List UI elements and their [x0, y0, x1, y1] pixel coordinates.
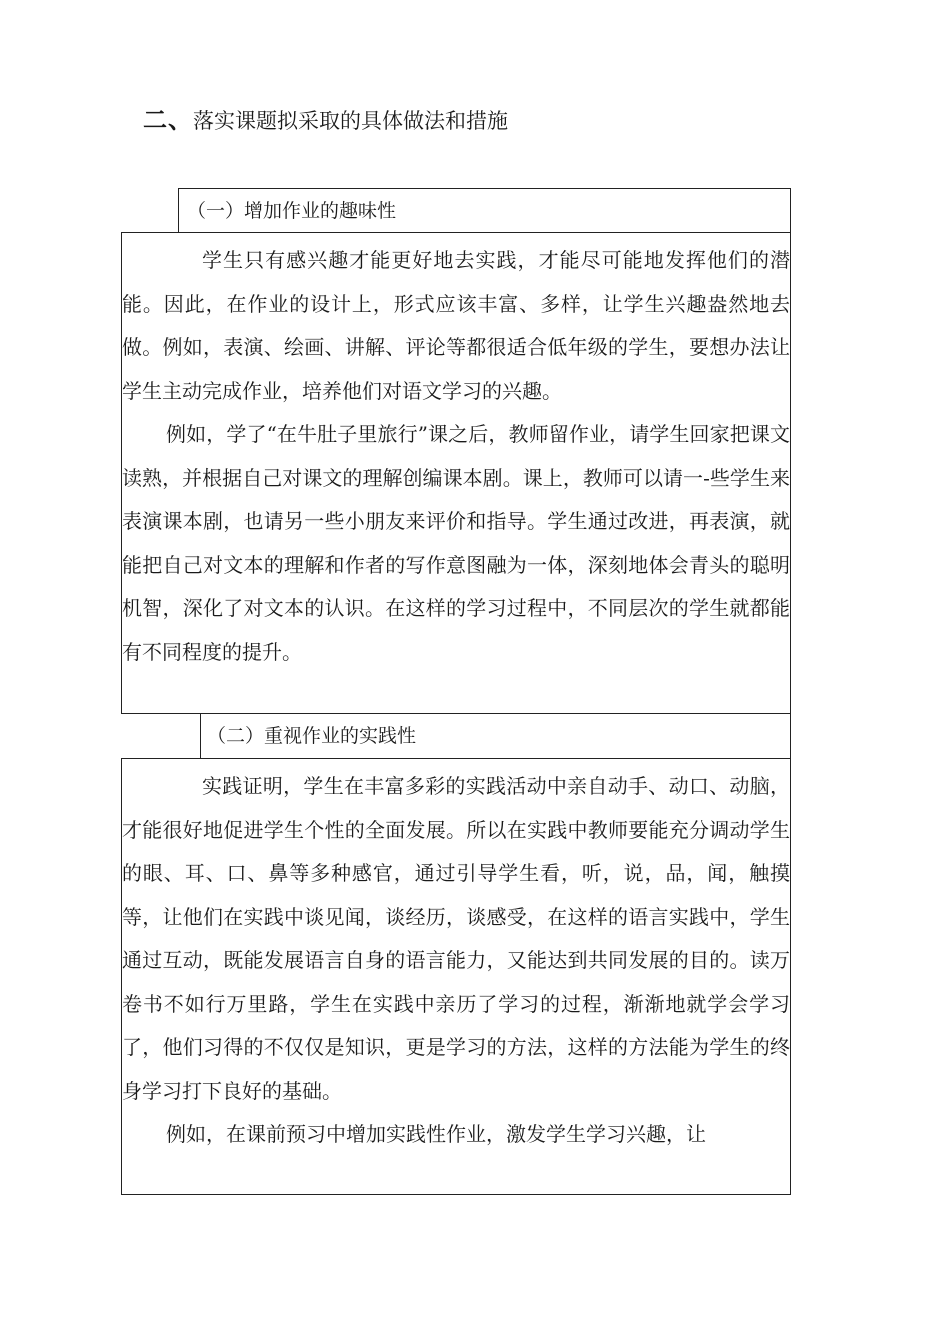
heading-number: 二、: [143, 106, 193, 134]
section-1-title-text: （一）增加作业的趣味性: [187, 200, 397, 222]
section-1-title: [178, 188, 791, 233]
section-2-paragraph-1: 实践证明，学生在丰富多彩的实践活动中亲自动手、动口、动脑，才能很好地促进学生个性的全面发展。所以在实践中教师要能充分调动学生的眼、耳、口、鼻等多种感官，通过引导学生看，听，说，品，闻，触摸等，让他们在实践中谈见闻，谈经历，谈感受，在这样的语言实践中，学生通过互动，既能发展语言自身的语言能力，又能达到共同发展的目的。读万卷书不如行万里路，学生在实践中亲历了学习的过程，渐渐地就学会学习了，他们习得的不仅仅是知识，更是学习的方法，这样的方法能为学生的终身学习打下良好的基础。: [122, 774, 790, 1103]
section-2-title: [200, 713, 791, 759]
section-1-paragraph-2: 例如，学了“在牛肚子里旅行”课之后，教师留作业，请学生回家把课文读熟，并根据自己对课文的理解创编课本剧。课上，教师可以请一-些学生来表演课本剧，也请另一些小朋友来评价和指导。学生通过改进，再表演，就能把自己对文本的理解和作者的写作意图融为一体，深刻地体会青头的聪明机智，深化了对文本的认识。在这样的学习过程中，不同层次的学生就都能有不同程度的提升。: [122, 422, 790, 664]
heading-text: 落实课题拟采取的具体做法和措施: [193, 109, 508, 133]
section-2-body: [121, 758, 791, 1195]
section-1-body: [121, 232, 791, 714]
section-heading: [143, 100, 508, 135]
section-2-paragraph-2: 例如，在课前预习中增加实践性作业，激发学生学习兴趣，让: [166, 1122, 706, 1146]
section-2-title-text: （二）重视作业的实践性: [207, 725, 417, 747]
section-1-paragraph-1: 学生只有感兴趣才能更好地去实践，才能尽可能地发挥他们的潜能。因此，在作业的设计上，形式应该丰富、多样，让学生兴趣盎然地去做。例如，表演、绘画、讲解、评论等都很适合低年级的学生，要想办法让学生主动完成作业，培养他们对语文学习的兴趣。: [122, 248, 790, 403]
